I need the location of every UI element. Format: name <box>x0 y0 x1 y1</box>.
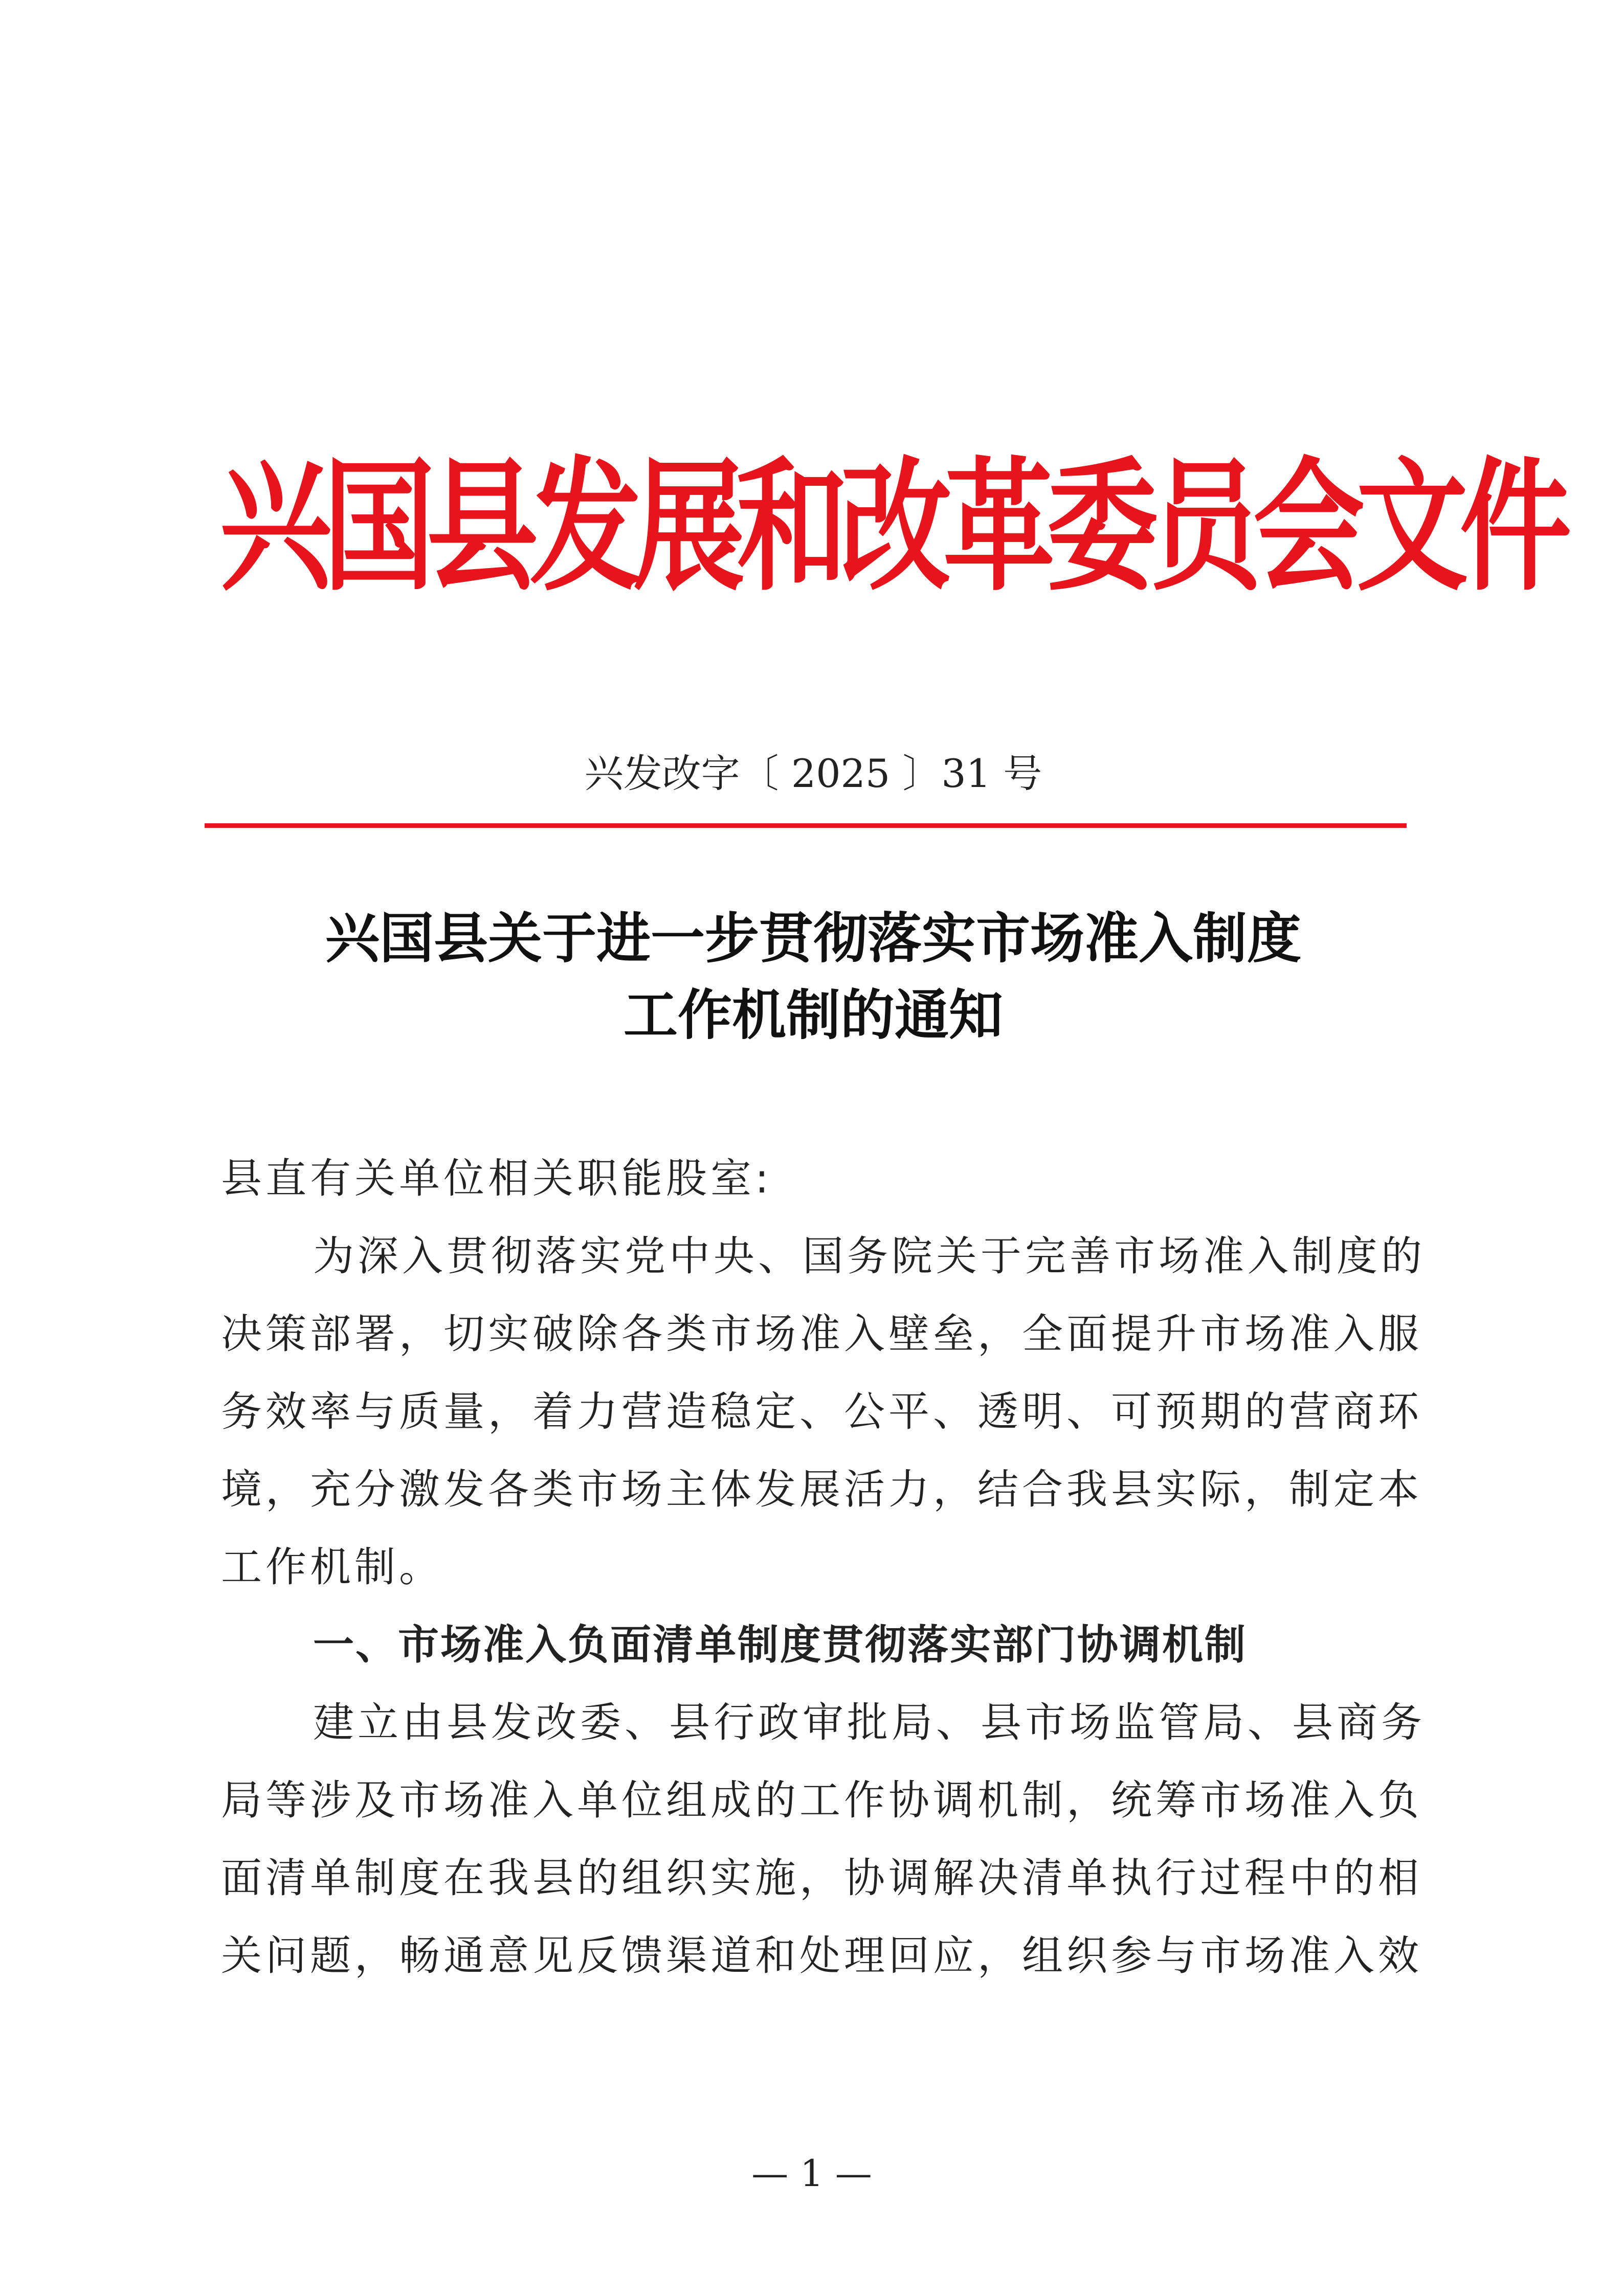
page-number: — 1 — <box>751 2152 872 2195</box>
section-heading: 一、市场准入负面清单制度贯彻落实部门协调机制 <box>313 1621 1247 1669</box>
document-title-line-2: 工作机制的通知 <box>624 983 1003 1047</box>
body-line: 建立由县发改委、县行政审批局、县市场监管局、县商务 <box>313 1699 1426 1746</box>
body-line: 为深入贯彻落实党中央、国务院关于完善市场准入制度的 <box>313 1232 1426 1280</box>
document-title <box>215 900 1412 1053</box>
body-line: 局等涉及市场准入单位组成的工作协调机制，统筹市场准入负 <box>221 1776 1422 1824</box>
body-line: 决策部署，切实破除各类市场准入壁垒，全面提升市场准入服 <box>221 1310 1422 1358</box>
document-number: 兴发改字〔 2025 〕31 号 <box>584 751 1042 796</box>
red-divider-line <box>205 823 1407 828</box>
issuing-authority-title: 兴国县发展和改革委员会文件 <box>220 443 1563 611</box>
body-line: 境，充分激发各类市场主体发展活力，结合我县实际，制定本 <box>221 1466 1422 1513</box>
body-line: 面清单制度在我县的组织实施，协调解决清单执行过程中的相 <box>221 1854 1422 1902</box>
salutation: 县直有关单位相关职能股室: <box>221 1155 772 1202</box>
document-title-line-1: 兴国县关于进一步贯彻落实市场准入制度 <box>325 906 1301 970</box>
body-line: 关问题，畅通意见反馈渠道和处理回应，组织参与市场准入效 <box>221 1932 1422 1979</box>
body-line: 务效率与质量，着力营造稳定、公平、透明、可预期的营商环 <box>221 1388 1422 1435</box>
body-line: 工作机制。 <box>221 1543 443 1591</box>
